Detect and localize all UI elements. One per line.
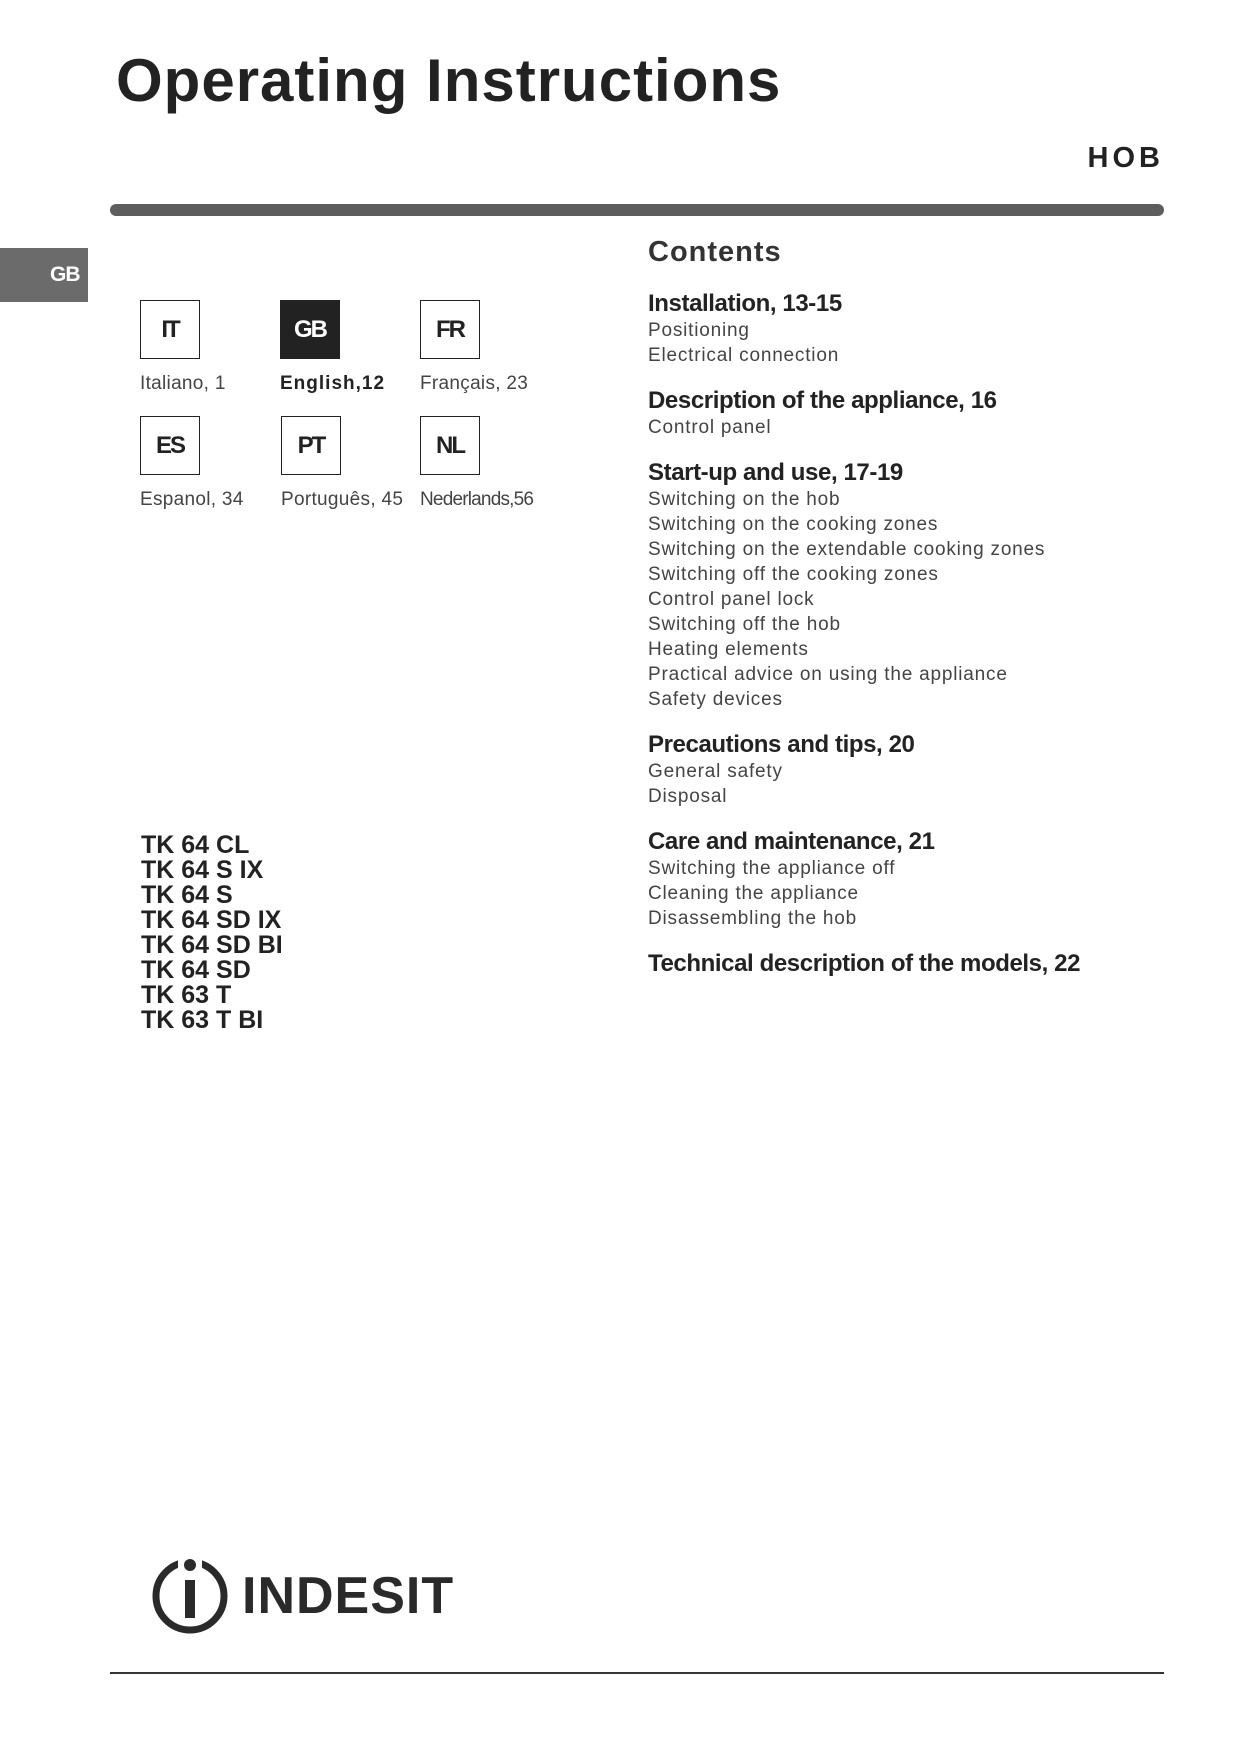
toc-section-title[interactable]: Installation, 13-15 [648, 290, 842, 317]
toc-item[interactable]: Control panel [648, 417, 772, 438]
language-item-pt[interactable] [281, 416, 441, 511]
language-label-active: English,12 [280, 373, 386, 394]
language-label: Espanol, 34 [140, 489, 244, 510]
language-label: Nederlands,56 [420, 489, 534, 510]
language-label: Italiano, 1 [140, 373, 226, 394]
model-name: TK 64 S IX [141, 856, 264, 884]
toc-section-technical [648, 950, 1208, 978]
toc-item[interactable]: Disassembling the hob [648, 908, 858, 929]
page-title: Operating Instructions [116, 47, 782, 114]
toc-item[interactable]: Disposal [648, 786, 728, 807]
language-code-box-active: GB [280, 300, 340, 359]
model-name: TK 63 T BI [141, 1006, 264, 1034]
language-item-gb[interactable] [280, 300, 440, 395]
model-name: TK 64 CL [141, 831, 250, 859]
toc-section-title[interactable]: Precautions and tips, 20 [648, 731, 915, 758]
toc-item[interactable]: Switching off the cooking zones [648, 564, 939, 585]
toc-section-startup [648, 459, 1208, 712]
indesit-logo-icon [150, 1556, 230, 1636]
toc-item[interactable]: Cleaning the appliance [648, 883, 859, 904]
toc-item[interactable]: Heating elements [648, 639, 809, 660]
toc-item[interactable]: Practical advice on using the appliance [648, 664, 1008, 685]
brand-name: INDESIT [242, 1567, 455, 1625]
language-label: Français, 23 [420, 373, 529, 394]
model-name: TK 63 T [141, 981, 232, 1009]
toc-item[interactable]: Positioning [648, 320, 750, 341]
toc-item[interactable]: Switching on the hob [648, 489, 841, 510]
toc-item[interactable]: General safety [648, 761, 783, 782]
toc-item[interactable]: Control panel lock [648, 589, 815, 610]
brand-logo [150, 1556, 454, 1636]
language-item-nl[interactable] [420, 416, 580, 511]
language-label: Português, 45 [281, 489, 404, 510]
toc-section-title[interactable]: Start-up and use, 17-19 [648, 459, 903, 486]
toc-section-title[interactable]: Care and maintenance, 21 [648, 828, 935, 855]
bottom-divider [110, 1672, 1164, 1674]
language-code-box: PT [281, 416, 341, 475]
top-divider [110, 204, 1164, 216]
toc-item[interactable]: Switching on the extendable cooking zones [648, 539, 1046, 560]
language-item-it[interactable] [140, 300, 300, 395]
toc-item[interactable]: Safety devices [648, 689, 783, 710]
contents-heading: Contents [648, 236, 782, 268]
toc-section-precautions [648, 731, 1208, 809]
toc-item[interactable]: Switching off the hob [648, 614, 841, 635]
toc-section-title[interactable]: Technical description of the models, 22 [648, 950, 1081, 977]
toc-item[interactable]: Switching the appliance off [648, 858, 896, 879]
toc-section-title[interactable]: Description of the appliance, 16 [648, 387, 997, 414]
model-name: TK 64 SD IX [141, 906, 282, 934]
language-code-box: NL [420, 416, 480, 475]
model-list [141, 833, 283, 1033]
toc-section-care [648, 828, 1208, 931]
product-label: HOB [1087, 142, 1164, 174]
table-of-contents [648, 236, 1208, 997]
toc-item[interactable]: Switching on the cooking zones [648, 514, 939, 535]
model-name: TK 64 S [141, 881, 233, 909]
toc-section-description [648, 387, 1208, 440]
language-code-box: FR [420, 300, 480, 359]
toc-section-installation [648, 290, 1208, 368]
language-item-es[interactable] [140, 416, 300, 511]
model-name: TK 64 SD BI [141, 931, 283, 959]
model-name: TK 64 SD [141, 956, 251, 984]
language-code-box: IT [140, 300, 200, 359]
language-item-fr[interactable] [420, 300, 580, 395]
language-code-box: ES [140, 416, 200, 475]
language-side-tab: GB [0, 248, 88, 302]
toc-item[interactable]: Electrical connection [648, 345, 840, 366]
